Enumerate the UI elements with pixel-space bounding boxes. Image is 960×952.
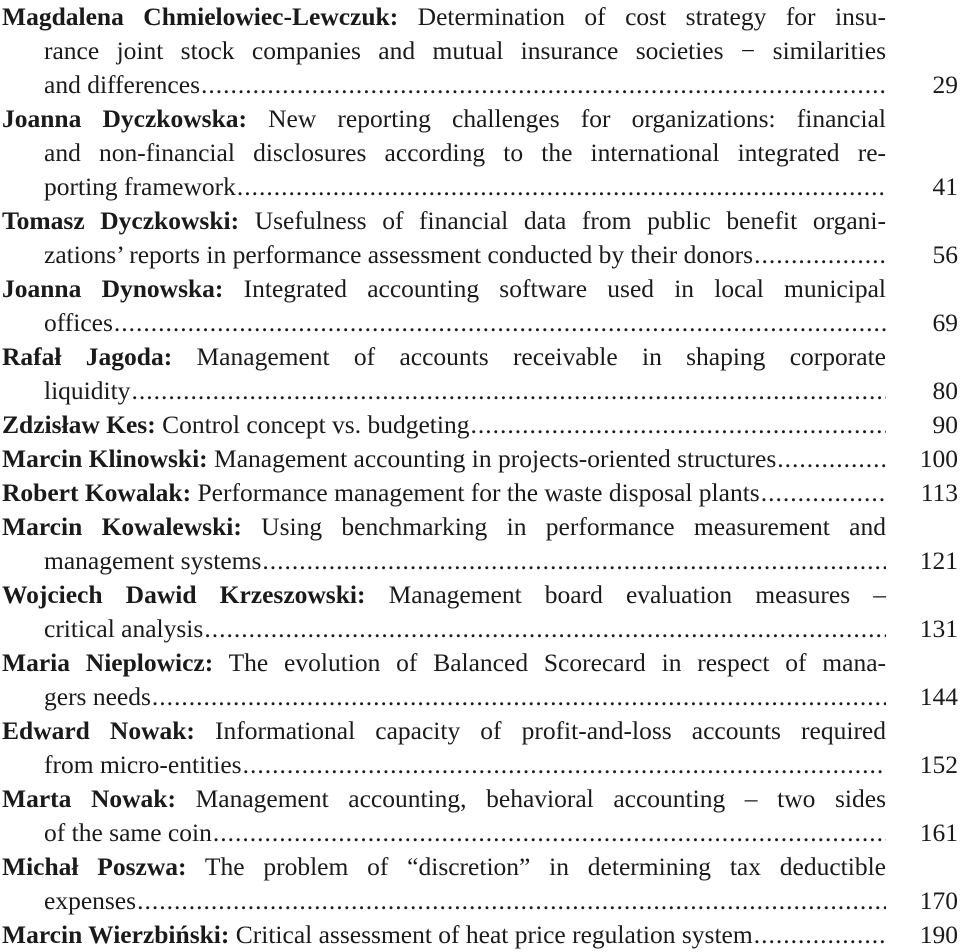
entry-author: Marcin Kowalewski:: [2, 512, 242, 541]
entry-title-text: Management board evaluation measures –: [365, 580, 886, 609]
toc-entry[interactable]: [2, 510, 959, 578]
dot-leader: [131, 374, 886, 408]
page-number: 161: [919, 818, 958, 847]
toc-entry[interactable]: [2, 0, 959, 102]
toc-entry[interactable]: [2, 204, 959, 272]
dot-leader: [754, 918, 886, 952]
dot-leader: [152, 680, 886, 714]
dot-leader: [754, 238, 886, 272]
entry-author: Michał Poszwa:: [2, 852, 187, 881]
entry-title-line: [2, 476, 886, 510]
toc-entry[interactable]: [2, 272, 959, 340]
entry-title-line: [2, 408, 886, 442]
page-number: 190: [919, 920, 958, 949]
page-number: 80: [932, 376, 958, 405]
dot-leader: [237, 170, 886, 204]
entry-title-text: Management accounting, behavioral accounting – two sides: [175, 784, 886, 813]
entry-title-text: The evolution of Balanced Scorecard in respect of mana-: [213, 648, 887, 677]
entry-title-last: of the same coin: [44, 818, 212, 847]
page-number: 121: [919, 546, 958, 575]
toc-entry[interactable]: [2, 408, 959, 442]
entry-title-last: critical analysis: [44, 614, 204, 643]
entry-title-text: [44, 170, 236, 204]
entry-title-last: liquidity: [44, 376, 131, 405]
entry-title-line: [44, 306, 886, 340]
entry-title-last: porting framework: [44, 172, 236, 201]
page-number: 131: [919, 614, 958, 643]
entry-title-line: [2, 102, 886, 136]
dot-leader: [137, 884, 886, 918]
entry-author: Magdalena Chmielowiec-Lewczuk:: [2, 2, 399, 31]
entry-title-last: and differences: [44, 70, 200, 99]
entry-title-line: [44, 612, 886, 646]
page-number: 29: [932, 70, 958, 99]
page-number: 100: [919, 444, 958, 473]
entry-title-text: [44, 884, 136, 918]
entry-title-text: Determination of cost strategy for insu-: [398, 2, 886, 31]
page-number: 170: [919, 886, 958, 915]
entry-title-line: [44, 544, 886, 578]
entry-title-last: management systems: [44, 546, 262, 575]
entry-author: Tomasz Dyczkowski:: [2, 206, 240, 235]
entry-title-text: Usefulness of financial data from public benefit organi-: [239, 206, 887, 235]
entry-title-text: [44, 612, 203, 646]
entry-title-text: [44, 306, 113, 340]
toc-entry[interactable]: [2, 476, 959, 510]
page-number: 69: [932, 308, 958, 337]
dot-leader: [201, 68, 886, 102]
entry-title-line: [2, 578, 886, 612]
toc-entry[interactable]: [2, 918, 959, 952]
entry-title-last: zations’ reports in performance assessment conducted by their donors: [44, 240, 754, 269]
entry-title-line: [2, 510, 886, 544]
entry-title-line: [44, 238, 886, 272]
entry-title-last: Performance management for the waste disposal plants: [191, 478, 760, 507]
entry-title-text: Management of accounts receivable in shaping corporate: [172, 342, 886, 371]
entry-title-line: [2, 340, 886, 374]
entry-author: Robert Kowalak:: [2, 478, 192, 507]
toc-entry[interactable]: [2, 646, 959, 714]
entry-author: Edward Nowak:: [2, 716, 195, 745]
entry-title-last: Critical assessment of heat price regulation system: [229, 920, 753, 949]
dot-leader: [114, 306, 886, 340]
entry-author: Joanna Dynowska:: [2, 274, 224, 303]
entry-title-text: The problem of “discretion” in determining tax deductible: [186, 852, 886, 881]
dot-leader: [761, 476, 886, 510]
entry-title-line: [2, 272, 886, 306]
entry-title-line: [2, 850, 886, 884]
page-number: 144: [919, 682, 958, 711]
entry-title-text: [2, 442, 776, 476]
entry-title-last: gers needs: [44, 682, 151, 711]
entry-title-line: [44, 374, 886, 408]
entry-title-last: Management accounting in projects-oriented structures: [207, 444, 777, 473]
entry-title-text: rance joint stock companies and mutual insurance societies − similarities: [44, 36, 886, 65]
entry-title-text: Integrated accounting software used in local municipal: [223, 274, 886, 303]
entry-title-text: [2, 918, 753, 952]
entry-title-line: [2, 0, 886, 34]
entry-title-line: [2, 714, 886, 748]
entry-title-text: [2, 476, 760, 510]
dot-leader: [262, 544, 886, 578]
entry-title-line: [44, 816, 886, 850]
page-number: 152: [919, 750, 958, 779]
toc-entry[interactable]: [2, 340, 959, 408]
entry-title-line: [44, 680, 886, 714]
entry-author: Marcin Klinowski:: [2, 444, 208, 473]
entry-title-text: [44, 238, 753, 272]
toc-entry[interactable]: [2, 850, 959, 918]
entry-title-text: and non-financial disclosures according to the international integrated re-: [44, 138, 886, 167]
entry-title-line: [2, 918, 886, 952]
entry-title-text: [44, 748, 242, 782]
entry-author: Marta Nowak:: [2, 784, 176, 813]
entry-title-last: from micro-entities: [44, 750, 242, 779]
page-number: 41: [932, 172, 958, 201]
toc-entry[interactable]: [2, 102, 959, 204]
entry-title-text: New reporting challenges for organizations: financial: [247, 104, 886, 133]
entry-title-line: [2, 204, 886, 238]
entry-title-text: [44, 374, 130, 408]
entry-author: Maria Nieplowicz:: [2, 648, 214, 677]
dot-leader: [213, 816, 886, 850]
toc-entry[interactable]: [2, 578, 959, 646]
entry-title-line: [2, 646, 886, 680]
entry-title-line: [2, 782, 886, 816]
entry-title-text: [44, 816, 212, 850]
entry-title-line: [44, 170, 886, 204]
entry-title-line: [44, 884, 886, 918]
entry-title-line: [2, 442, 886, 476]
dot-leader: [243, 748, 886, 782]
dot-leader: [777, 442, 886, 476]
dot-leader: [204, 612, 886, 646]
entry-title-text: [44, 68, 200, 102]
page-number: 90: [932, 410, 958, 439]
entry-title-text: Informational capacity of profit-and-loss accounts required: [194, 716, 886, 745]
toc-entry[interactable]: [2, 782, 959, 850]
entry-author: Wojciech Dawid Krzeszowski:: [2, 580, 366, 609]
entry-author: Zdzisław Kes:: [2, 410, 156, 439]
entry-title-line: [44, 136, 886, 170]
entry-title-last: offices: [44, 308, 113, 337]
entry-author: Joanna Dyczkowska:: [2, 104, 247, 133]
entry-author: Marcin Wierzbiński:: [2, 920, 230, 949]
entry-author: Rafał Jagoda:: [2, 342, 173, 371]
entry-title-text: [44, 680, 151, 714]
entry-title-text: [2, 408, 469, 442]
toc-entry[interactable]: [2, 442, 959, 476]
entry-title-line: [44, 748, 886, 782]
entry-title-last: expenses: [44, 886, 137, 915]
entry-title-text: Using benchmarking in performance measurement and: [241, 512, 887, 541]
entry-title-text: [44, 544, 261, 578]
dot-leader: [470, 408, 886, 442]
entry-title-line: [44, 34, 886, 68]
entry-title-last: Control concept vs. budgeting: [155, 410, 470, 439]
entry-title-line: [44, 68, 886, 102]
page-number: 113: [920, 478, 958, 507]
page-number: 56: [932, 240, 958, 269]
toc-entry[interactable]: [2, 714, 959, 782]
